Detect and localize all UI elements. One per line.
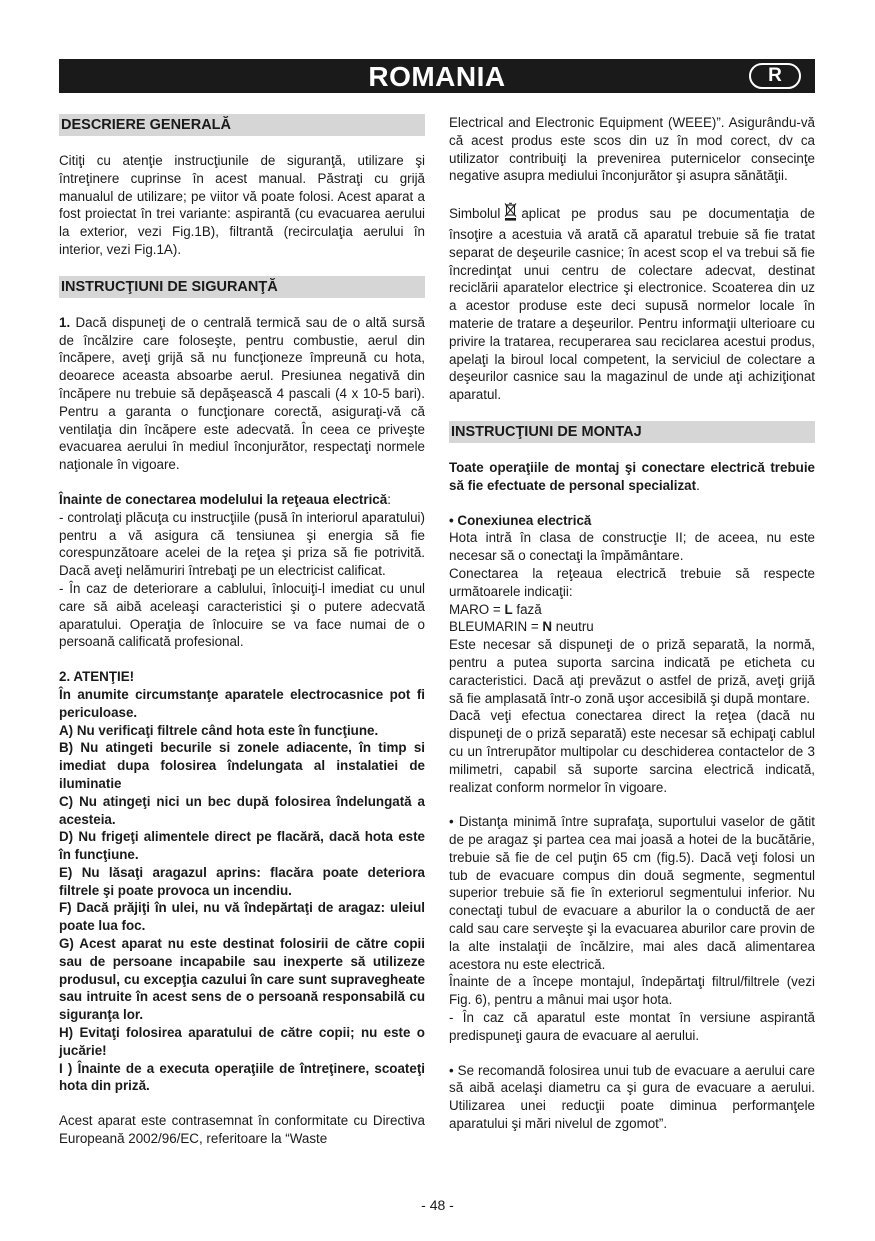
mounting-intro-end: . [696,477,700,493]
connection-colon: : [387,491,391,507]
attention-item: E) Nu lăsaţi aragazul aprins: flacăra poate deteriora filtrele şi poate provoca un incendiu. [59,864,425,898]
safety-text-1: Dacă dispuneţi de o centrală termică sau de o altă sursă de încălzire care foloseşte, pentru combustie, aerul din încăpere, aveţi grijă să nu funcţioneze împreună cu hota, deoarece aceasta absoarbe aerul. Presiunea negativă din încăpere nu trebuie să depăşească 4 pascali (4 x 10-5 bari). Pentru a garanta o funcţionare corectă, asiguraţi-vă că ventilaţia din încăpere este adecvată. În ceea ce priveşte evacuarea aerului în mediul înconjurător, respectaţi normele naţionale în vigoare. [59,314,425,473]
electrical-connection-heading: • Conexiunea electrică [449,512,592,528]
attention-item: A) Nu verificaţi filtrele când hota este în funcţiune. [59,722,379,738]
symbol-paragraph [449,202,815,404]
weee-continuation: Electrical and Electronic Equipment (WEEE)”. Asigurându-vă că acest produs este scos din uz în mod corect, dv ca utilizator contribuiţi la prevenirea puternicelor consecinţe negative asupra mediului înconjurător şi asupra sănătăţii. [449,115,815,184]
general-description-heading: DESCRIERE GENERALĂ [59,114,425,136]
safety-number: 1. [59,314,71,330]
right-column [449,114,815,1133]
connection-item-2: - În caz de deteriorare a cablului, înlocuiţi-l imediat cu unul care să aibă aceleaşi caracteristici şi o putere adecvată aparatului. Operaţia de înlocuire se va face numai de o persoană calificată profesional. [59,580,425,650]
connection-item-1: - controlaţi plăcuţa cu instrucţiile (pusă în interiorul aparatului) pentru a vă asigura că tensiunea şi energia să fie corespunzătoare acelei de la reţea şi priza să fie potrivită. Dacă aveţi nelămuriri întrebaţi pe un electricist calificat. [59,509,425,579]
mounting-intro-text: Toate operaţiile de montaj şi conectare electrică trebuie să fie efectuate de personal specializat [449,459,815,493]
attention-item: D) Nu frigeţi alimentele direct pe flacără, dacă hota este în funcţiune. [59,829,425,863]
attention-heading: 2. ATENŢIE! [59,669,135,685]
symbol-pre: Simbolul [449,206,501,222]
distance-text-1: • Distanţa minimă între suprafaţa, suportului vaselor de gătit de pe aragaz şi partea cea mai joasă a hotei de la bucătărie, trebuie să fie de cel puţin 65 cm (fig.5). Dacă veţi folosi un tub de evacuare compus din două segmente, segmentul superior trebuie să fie în exteriorul segmentului inferior. Nu conectaţi tubul de evacuare a aburilor la o conductă de aer cald sau care serveşte şi la evacuarea aburilor care provin de la alte instalaţii de încălzire, mai ales dacă alimentarea acestora nu este electrică. [449,814,815,972]
electrical-text-1: Hota intră în clasa de construcţie II; de aceea, nu este necesar să o conectaţi la împământare. [449,530,815,564]
tube-recommendation: • Se recomandă folosirea unui tub de evacuare a aerului care să aibă acelaşi diametru ca şi gura de evacuare a aerului. Utilizarea unei reducţii poate diminua performanţele aparatului şi mări nivelul de zgomot”. [449,1062,815,1132]
crossed-out-bin-icon [504,202,517,226]
left-column [59,114,425,1148]
distance-text-3: - În caz că aparatul este montat în versiune aspirantă predispuneţi gaura de evacuare al aerului. [449,1010,815,1043]
attention-item: H) Evitaţi folosirea aparatului de către copii; nu este o jucărie! [59,1025,425,1058]
wire-brown-label: MARO = [449,601,505,617]
attention-item: C) Nu atingeţi nici un bec după folosirea îndelungată a acesteia. [59,793,425,827]
mounting-instructions-heading: INSTRUCŢIUNI DE MONTAJ [449,421,815,443]
attention-item: B) Nu atingeti becurile si zonele adiacente, în timp si imediat dupa folosirea îndelungata al instalatiei de iluminatie [59,740,425,791]
symbol-text: aplicat pe produs sau pe documentaţia de însoţire a acestuia vă arată că aparatul trebuie să fie tratat separat de deşeurile casnice; în acest scop el va trebui să fie încredinţat unui centru de colectare adecvat, destinat reciclării aparatelor electrice şi electronice. Scoaterea din uz a acestor produse este deci supusă normelor locale în materie de tratare a deşeurilor. Pentru informaţii ulterioare cu privire la tratarea, recuperarea sau reciclarea acestui produs, apelaţi la biroul local competent, la serviciul de colectare a deşeurilor casnice sau la magazinul de unde aţi achiziţionat aparatul. [449,206,815,403]
attention-item: I ) Înainte de a executa operaţiile de întreţinere, scoateţi hota din priză. [59,1060,425,1094]
electrical-text-2: Conectarea la reţeaua electrică trebuie să respecte următoarele indicaţii: [449,565,815,599]
safety-instructions-heading: INSTRUCŢIUNI DE SIGURANŢĂ [59,276,425,298]
wire-brown-letter: L [504,601,513,617]
wire-blue-letter: N [542,619,553,635]
electrical-text-4: Dacă veţi efectua conectarea direct la reţea (dacă nu dispuneţi de o priză separată) este necesar să echipaţi cablul cu un întrerupător multipolar cu deschiderea contactelor de 3 milimetri, capabil să suporte sarcina electrică indicată, realizat conform normelor în vigoare. [449,708,815,795]
attention-item: F) Dacă prăjiţi în ulei, nu vă îndepărtaţi de aragaz: uleiul poate lua foc. [59,900,425,934]
connection-title: Înainte de conectarea modelului la reţeaua electrică [59,491,388,507]
electrical-text-3: Este necesar să dispuneţi de o priză separată, la normă, pentru a putea suporta sarcina indicată pe eticheta cu caracteristici. Dacă aţi prevăzut o astfel de priză, aveţi grijă să fie amplasată într-o zonă uşor accesibilă şi după montare. [449,637,815,706]
wire-brown-line [449,601,815,619]
general-description-text: Citiţi cu atenţie instrucţiunile de siguranţă, utilizare şi întreţinere cuprinse în acest manual. Păstraţi cu grijă manualul de utilizare; pe viitor vă poate folosi. Acest aparat a fost proiectat în trei variante: aspirantă (cu evacuarea aerului la exterior, vezi Fig.1B), filtrantă (recirculaţia aerului în interior, vezi Fig.1A). [59,153,425,257]
language-badge: R [749,63,801,89]
banner-title: ROMANIA [368,61,506,92]
distance-text-2: Înainte de a începe montajul, îndepărtaţi filtrul/filtrele (vezi Fig. 6), pentru a mânui mai uşor hota. [449,974,815,1008]
page-number: - 48 - [421,1197,454,1213]
wire-brown-desc: fază [512,601,542,617]
connection-heading [59,491,425,509]
mounting-intro [449,459,815,495]
attention-item: În anumite circumstanţe aparatele electrocasnice pot fi periculoase. [59,686,425,720]
country-banner [59,59,815,93]
attention-item: G) Acest aparat nu este destinat folosirii de către copii sau de persoane incapabile sau inexperte să utilizeze produsul, cu excepţia cazului în care sunt supravegheate sau intruite în acest sens de o persoană responsabilă cu siguranţa lor. [59,936,425,1023]
wire-blue-desc: neutru [552,619,594,635]
wire-blue-label: BLEUMARIN = [449,619,543,635]
wire-blue-line [449,618,815,636]
safety-paragraph-1 [59,314,425,474]
conformity-text: Acest aparat este contrasemnat în conformitate cu Directiva Europeană 2002/96/EC, referitoare la “Waste [59,1113,425,1147]
